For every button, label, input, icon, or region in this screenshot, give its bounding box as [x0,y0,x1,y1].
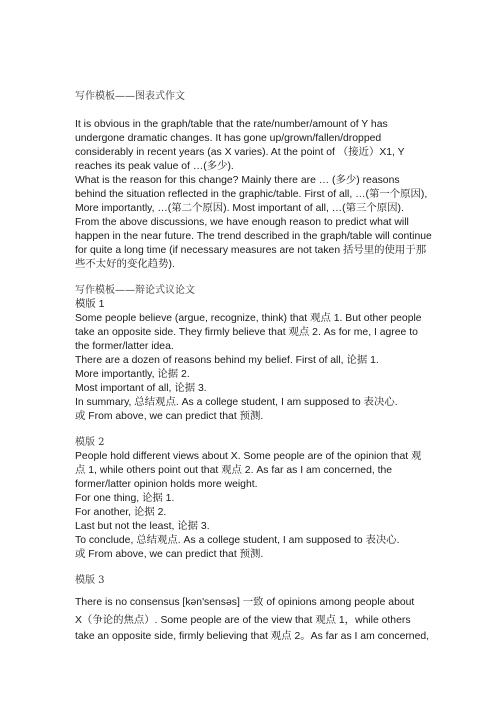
text-line: 或 From above, we can predict that 预测. [75,549,264,560]
text-line: considerably in recent years (as X varies). At the point of （接近）X1, Y [75,147,405,158]
text-line: For one thing, 论据 1. [75,493,175,504]
text-line: 或 From above, we can predict that 预测. [75,411,264,422]
text-line: What is the reason for this change? Mainly there are … (多少) reasons [75,175,400,186]
text-line: Some people believe (argue, recognize, think) that 观点 1. But other people [75,313,422,324]
text-line: Most important of all, 论据 3. [75,383,207,394]
text-line: the former/latter idea. [75,341,174,352]
text-line: undergone dramatic changes. It has gone up/grown/fallen/dropped [75,133,382,144]
template-label: 模版 1 [75,299,105,310]
template-label: 模版 2 [75,437,105,448]
text-line: For another, 论据 2. [75,507,167,518]
text-line: People hold different views about X. Some people are of the opinion that 观 [75,451,422,462]
text-line: take an opposite side. They firmly believe that 观点 2. As for me, I agree to [75,327,418,338]
section-heading-chart-essay: 写作模板——图表式作文 [75,91,185,102]
text-line: happen in the near future. The trend described in the graph/table will continue [75,231,432,242]
text-line: More importantly, 论据 2. [75,369,190,380]
text-line: X（争论的焦点）. Some people are of the view that 观点 1，while others [75,615,411,626]
text-line: It is obvious in the graph/table that the rate/number/amount of Y has [75,119,388,130]
text-line: former/latter opinion holds more weight. [75,479,258,490]
text-line: More importantly, …(第二个原因). Most important of all, …(第三个原因). [75,203,404,214]
text-line: There are a dozen of reasons behind my belief. First of all, 论据 1. [75,355,379,366]
text-line: To conclude, 总结观点. As a college student, I am supposed to 表决心. [75,535,400,546]
text-line: for quite a long time (if necessary measures are not taken 括号里的使用于那 [75,245,427,256]
text-line: behind the situation reflected in the graphic/table. First of all, …(第一个原因), [75,189,428,200]
text-line: Last but not the least, 论据 3. [75,521,210,532]
text-line: 点 1, while others point out that 观点 2. As far as I am concerned, the [75,465,393,476]
section-heading-debate-essay: 写作模板——辩论式议论文 [75,285,195,296]
text-line: 些不太好的变化趋势). [75,259,175,270]
text-line: From the above discussions, we have enough reason to predict what will [75,217,409,228]
template-label: 模版 3 [75,575,105,586]
text-line: In summary, 总结观点. As a college student, I am supposed to 表决心. [75,397,398,408]
text-line: reaches its peak value of …(多少). [75,161,234,172]
text-line: take an opposite side, firmly believing that 观点 2。As far as I am concerned, [75,631,430,642]
text-line: There is no consensus [kən'sensəs] 一致 of opinions among people about [75,597,415,608]
